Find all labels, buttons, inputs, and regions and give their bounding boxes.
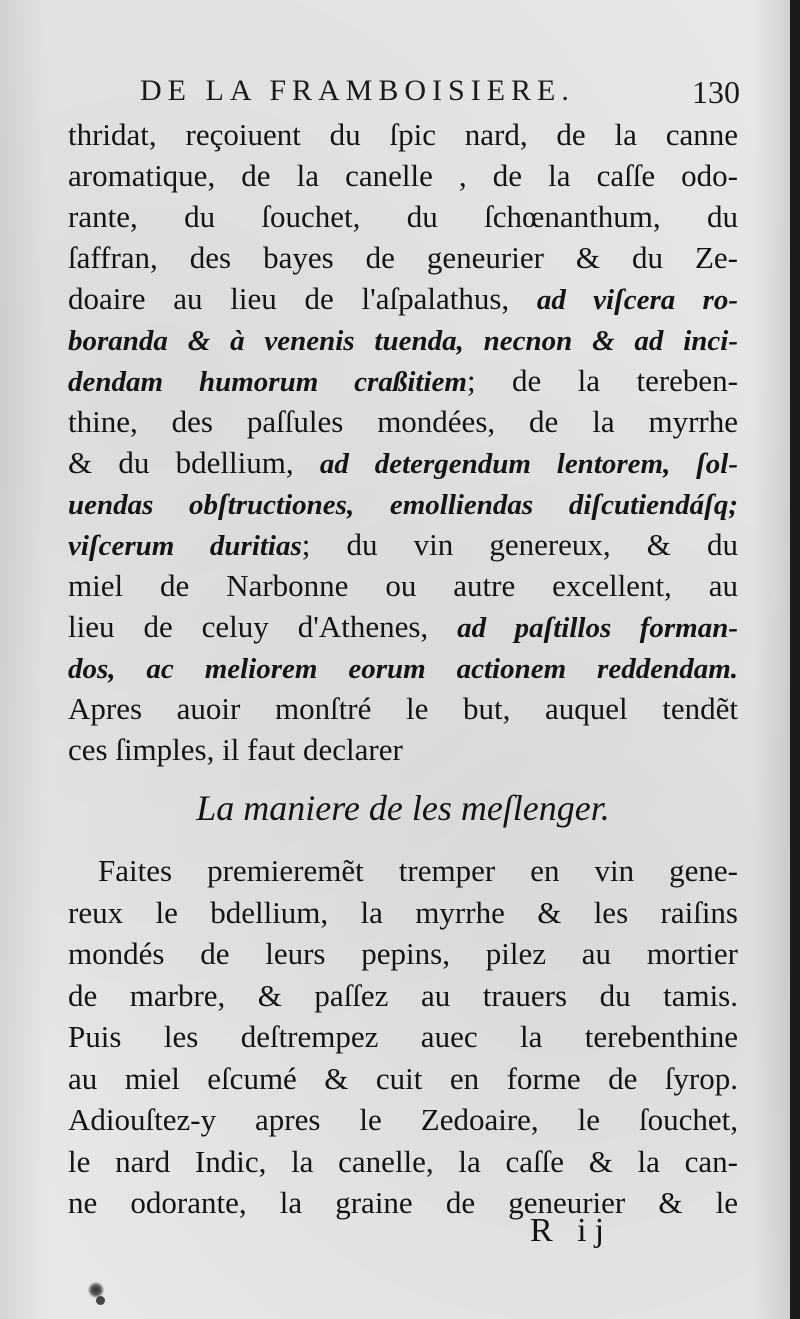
text-line xyxy=(68,1182,738,1224)
text-line xyxy=(68,483,738,524)
ink-spot-small xyxy=(96,1296,105,1305)
text-span: rante, du ſouchet, du ſchœnanthum, du xyxy=(68,199,738,234)
text-span: Puis les deſtrempez auec la terebenthine xyxy=(68,1019,738,1054)
text-line xyxy=(68,360,738,401)
text-line xyxy=(68,688,738,729)
text-span: ſaffran, des bayes de geneurier & du Ze- xyxy=(68,240,738,275)
text-span: Faites premieremẽt tremper en vin gene- xyxy=(98,853,738,888)
text-line xyxy=(68,524,738,565)
text-span: thine, des paſſules mondées, de la myrrhe xyxy=(68,404,738,439)
text-line xyxy=(68,114,738,155)
text-span: ne odorante, la graine de geneurier & le xyxy=(68,1185,738,1220)
latin-phrase: dos, ac meliorem eorum actionem reddendam. xyxy=(68,653,738,685)
text-block-bottom xyxy=(68,850,738,1224)
text-block-top xyxy=(68,114,738,842)
latin-phrase: ad detergendum lentorem, ſol- xyxy=(319,448,738,480)
text-span: ; de la tereben- xyxy=(466,363,738,398)
latin-phrase: dendam humorum craßitiem xyxy=(68,366,467,398)
latin-phrase: uendas obſtructiones, emolliendas diſcutiendáſq; xyxy=(68,489,738,521)
text-span: thridat, reçoiuent du ſpic nard, de la canne xyxy=(68,117,738,152)
text-line xyxy=(68,442,738,483)
text-line xyxy=(68,565,738,606)
text-line xyxy=(68,278,738,319)
text-span: doaire au lieu de l'aſpalathus, xyxy=(68,281,537,316)
latin-phrase: ad paſtillos forman- xyxy=(457,612,738,644)
text-line xyxy=(68,647,738,688)
latin-phrase: viſcerum duritias xyxy=(68,530,302,562)
text-span: le nard Indic, la canelle, la caſſe & la can- xyxy=(68,1143,738,1179)
text-span: & du bdellium, xyxy=(68,445,320,480)
section-title: La maniere de les meſlenger. xyxy=(196,788,610,828)
text-line xyxy=(68,892,738,934)
text-span: aromatique, de la canelle , de la caſſe odo- xyxy=(68,158,738,193)
latin-phrase: boranda & à venenis tuenda, necnon & ad inci- xyxy=(68,325,738,357)
text-line xyxy=(68,1099,738,1141)
text-line xyxy=(68,1141,738,1183)
text-line xyxy=(68,606,738,647)
text-line xyxy=(68,196,738,237)
text-lines-top xyxy=(68,114,738,770)
text-line xyxy=(68,933,738,975)
text-span: Apres auoir monſtré le but, auquel tendẽt xyxy=(68,691,738,726)
text-line xyxy=(68,319,738,360)
text-line xyxy=(68,155,738,196)
text-span: reux le bdellium, la myrrhe & les raiſins xyxy=(68,894,738,930)
text-span: ; du vin genereux, & du xyxy=(301,527,738,562)
text-line xyxy=(68,850,738,892)
latin-phrase: ad viſcera ro- xyxy=(536,284,738,316)
text-span: lieu de celuy d'Athenes, xyxy=(68,609,458,644)
text-span: mondés de leurs pepins, pilez au mortier xyxy=(68,936,738,971)
text-span: Adiouſtez-y apres le Zedoaire, le ſouchet, xyxy=(68,1102,738,1137)
text-span: ces ſimples, il faut declarer xyxy=(68,732,403,767)
page-header xyxy=(140,74,740,118)
text-line xyxy=(68,1016,738,1058)
text-lines-bottom xyxy=(68,850,738,1224)
text-line xyxy=(68,401,738,442)
text-line xyxy=(68,237,738,278)
text-span: de marbre, & paſſez au trauers du tamis. xyxy=(68,977,738,1013)
page-number: 130 xyxy=(692,74,740,110)
text-line xyxy=(68,975,738,1017)
page-edge-shadow xyxy=(790,0,800,1319)
text-line xyxy=(68,729,738,770)
text-span: au miel eſcumé & cuit en forme de ſyrop. xyxy=(68,1060,738,1096)
signature-mark: R ij xyxy=(530,1212,613,1249)
running-title: DE LA FRAMBOISIERE. xyxy=(140,74,575,107)
text-line xyxy=(68,1058,738,1100)
text-span: miel de Narbonne ou autre excellent, au xyxy=(68,568,738,603)
